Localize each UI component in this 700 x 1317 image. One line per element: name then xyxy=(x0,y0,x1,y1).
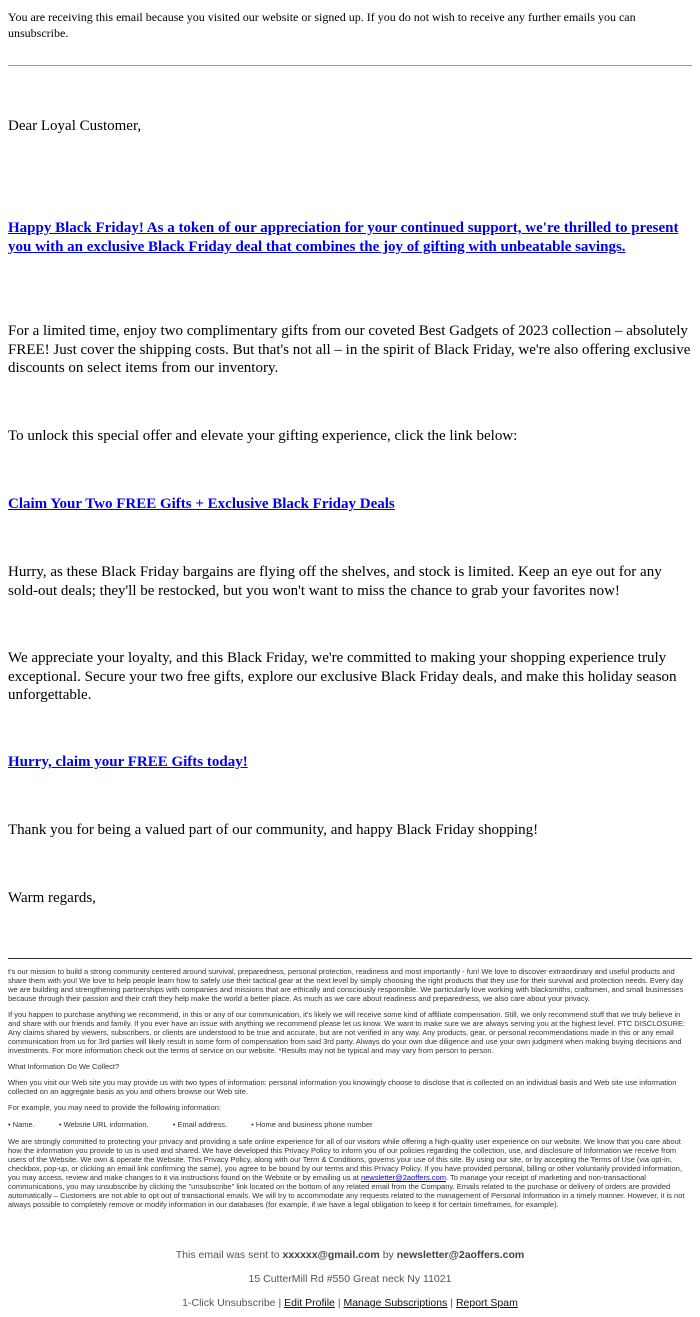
thanks-paragraph: Thank you for being a valued part of our community, and happy Black Friday shopping! xyxy=(8,822,539,838)
affiliate-disclosure: If you happen to purchase anything we recommend, in this or any of our communication, it's likely we will receive some kind of affiliate compensation. Still, we only recommend stuff that we truly believe in and share with our friends and family. If you ever have an issue with anything we recommend please let us know. We want to make sure we are always serving you at the highest level. FTC DISCLOSURE: Any claims shared by viewers, subscribers, or clients are understood to be true and accurate, but are not verified in any way. Any products, gear, or personal recommendations made in this or any email communication from us for 3rd parties will likely result in some form of compensation from said 3rd party. Always do your own due diligence and use your own judgment when making buying decisions and investments. For more information check out the terms of service on our website. *Results may not be typical and may vary from person to person. xyxy=(8,1010,686,1055)
privacy-text-end: . To manage your receipt of marketing and non-transactional communications, you may unsubscribe by clicking the "unsubscribe" link located on the bottom of any related email from the Company. Emails related to the purchase or delivery of orders are provided automatically – Customers are not able to opt out of transactional emails. We will try to accommodate any requests related to the management of Personal Information in a timely manner. However, it is not always possible to completely remove or modify information in our databases (for example, if we have a legal obligation to keep it for certain timeframes, for example). xyxy=(8,1173,685,1209)
list-item: • Name. xyxy=(8,1120,35,1129)
list-item: • Email address. xyxy=(172,1120,228,1129)
mission-text: t's our mission to build a strong community centered around survival, preparedness, personal protection, readiness and most importantly - fun! We love to discover extraordinary and useful products and share them with you! We love to help people learn how to safely use their tactical gear at the next level by simply choosing the right products that they use for their survival and protection needs. Every day we are building and strengthening partnerships with companies and missions that are ethically and consciously responsible. We particularly love working with blacksmiths, craftsmen, and small businesses because through their passion and their craft they help make the world a better place. As much as we care about readiness and preparedness, we also care about your privacy. xyxy=(8,967,684,1003)
list-item: • Home and business phone number xyxy=(251,1120,373,1129)
what-info-heading: What Information Do We Collect? xyxy=(8,1062,120,1071)
black-friday-intro-link[interactable]: Happy Black Friday! As a token of our appreciation for your continued support, we're thrilled to present you with an exclusive Black Friday deal that combines the joy of gifting with unbeatable savings. xyxy=(8,220,679,255)
info-bullet-list xyxy=(8,1120,692,1129)
privacy-email-link[interactable]: newsletter@2aoffers.com xyxy=(360,1173,446,1182)
separator: | xyxy=(450,1297,454,1309)
privacy-text xyxy=(8,1137,692,1209)
footer-links xyxy=(0,1297,700,1309)
postal-address: 15 CutterMill Rd #550 Great neck Ny 11021 xyxy=(248,1273,452,1285)
fineprint-divider xyxy=(8,958,692,959)
fineprint-section xyxy=(8,967,692,1209)
report-spam-link[interactable]: Report Spam xyxy=(455,1297,518,1309)
one-click-unsubscribe[interactable]: 1-Click Unsubscribe xyxy=(182,1297,276,1309)
list-item: • Website URL information. xyxy=(58,1120,149,1129)
privacy-text-start: We are strongly committed to protecting your privacy and providing a safe online experience for all of our visitors while offering a high-quality user experience on our website. We know that you care about how the information you provide to us is used and shared. We have developed this Privacy Policy to inform you of our policies regarding the collection, use, and disclosure of Information we receive from users of the Website. We own & operate the Website. This Privacy Policy, along with our Term & Conditions, governs your use of this site. By using our site, or by accepting the Terms of Use (via opt-in, checkbox, pop-up, or clicking an email link confirming the same), you agree to be bound by our terms and this Privacy Policy. If you have provided personal, billing or other voluntarily provided information, you may access, review and make changes to it via instructions found on the Website or by emailing us at xyxy=(8,1137,682,1182)
claim-today-link[interactable]: Hurry, claim your FREE Gifts today! xyxy=(8,754,248,770)
header-divider xyxy=(8,65,692,66)
manage-subscriptions-link[interactable]: Manage Subscriptions xyxy=(343,1297,448,1309)
two-types-text: When you visit our Web site you may provide us with two types of information: personal information you knowingly choose to disclose that is collected on an individual basis and Web site use information collected on an aggregate basis as you and others browse our Web site. xyxy=(8,1078,677,1096)
signoff: Warm regards, xyxy=(8,890,96,906)
separator: | xyxy=(278,1297,282,1309)
sent-to-line xyxy=(0,1249,700,1261)
edit-profile-link[interactable]: Edit Profile xyxy=(284,1297,335,1309)
unlock-paragraph: To unlock this special offer and elevate your gifting experience, click the link below: xyxy=(8,428,518,444)
sent-prefix: This email was sent to xyxy=(175,1249,280,1261)
offer-paragraph: For a limited time, enjoy two complimentary gifts from our coveted Best Gadgets of 2023 collection – absolutely FREE! Just cover the shipping costs. But that's not all – in the spirit of Black Friday, we're also offering exclusive discounts on select items from our inventory. xyxy=(8,323,691,376)
claim-gifts-link[interactable]: Claim Your Two FREE Gifts + Exclusive Black Friday Deals xyxy=(8,496,395,512)
separator: | xyxy=(337,1297,341,1309)
by-text: by xyxy=(382,1249,394,1261)
greeting: Dear Loyal Customer, xyxy=(8,118,142,134)
hurry-paragraph: Hurry, as these Black Friday bargains are flying off the shelves, and stock is limited. Keep an eye out for any sold-out deals; they'll be restocked, but you won't want to miss the chance to grab your favorites now! xyxy=(8,564,662,599)
unsubscribe-notice: You are receiving this email because you visited our website or signed up. If you do not wish to receive any further emails you can unsubscribe. xyxy=(8,10,636,40)
for-example-text: For example, you may need to provide the following information: xyxy=(8,1103,222,1112)
sender-email: newsletter@2aoffers.com xyxy=(396,1249,525,1261)
appreciate-paragraph: We appreciate your loyalty, and this Black Friday, we're committed to making your shopping experience truly exceptional. Secure your two free gifts, explore our exclusive Black Friday deals, and make this holiday season unforgettable. xyxy=(8,650,677,703)
recipient-email: xxxxxx@gmail.com xyxy=(282,1249,380,1261)
